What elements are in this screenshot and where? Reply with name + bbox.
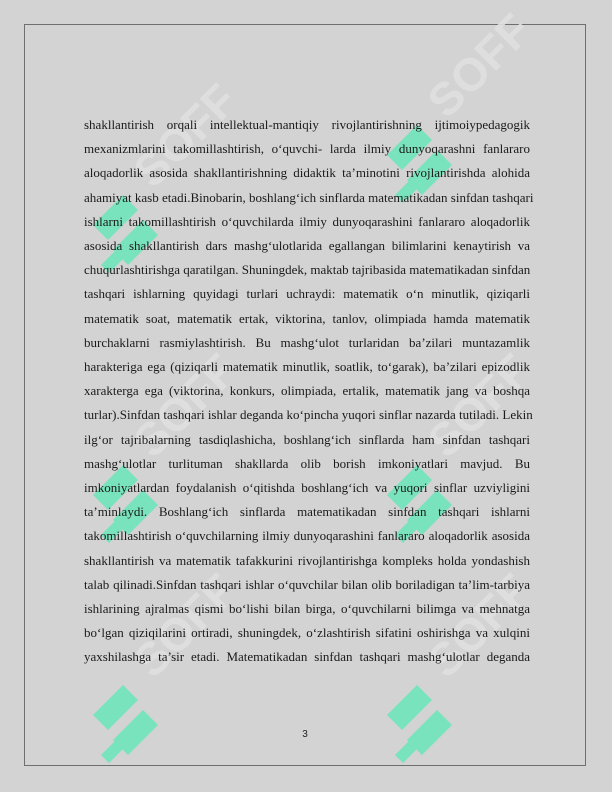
text-line: matematik soat, matematik ertak, viktorina, tanlov, olimpiada hamda matematik [84,310,530,326]
text-line: ishlarining ajralmas qismi bo‘lishi bilan birga, o‘quvchilarni bilimga va mehnatga [84,601,530,617]
text-line: ta’minlaydi. Boshlang‘ich sinflarda matematikadan sinfdan tashqari ishlarni [84,504,530,520]
body-paragraph [84,113,534,670]
text-line: imkoniyatlardan foydalanish o‘qitishda boshlang‘ich va yuqori sinflar uzviyligini [84,480,530,496]
text-line: xarakterga ega (viktorina, konkurs, olimpiada, ertalik, matematik jang va boshqa [84,383,530,399]
text-line: burchaklarni rasmiylashtirish. Bu mashg‘ulot turlaridan ba’zilari muntazamlik [84,334,530,350]
text-line: mashg‘ulotlar turlituman shakllarda olib borish imkoniyatlari mavjud. Bu [84,455,530,471]
text-line: ishlarni takomillashtirish o‘quvchilarda ilmiy dunyoqarashini fanlararo aloqadorlik [84,213,530,229]
svg-text:SOFF: SOFF [123,563,247,688]
text-line: turlar).Sinfdan tashqari ishlar deganda ko‘pincha yuqori sinflar nazarda tutiladi. Lekin [84,407,533,423]
text-line: asosida shakllantirish dars mashg‘ulotlarida egallangan bilimlarini kenaytirish va [84,238,530,254]
text-line: aloqadorlik asosida shakllantirishning didaktik ta’minotini rivojlantirishda alohida [84,165,530,181]
text-line: yaxshilashga ta’sir etadi. Matematikadan sinfdan tashqari mashg‘ulotlar deganda [84,649,530,665]
text-line: ilg‘or tajribalarning tasdiqlashicha, boshlang‘ich sinflarda ham sinfdan tashqari [84,431,530,447]
text-line: tashqari ishlarning quyidagi turlari uchraydi: matematik o‘n minutlik, qiziqarli [84,286,530,302]
text-line: harakteriga ega (qiziqarli matematik minutlik, soatlik, to‘garak), ba’zilari epizodlik [84,359,530,375]
svg-text:SOFF: SOFF [123,343,247,468]
svg-text:SOFF: SOFF [417,3,541,128]
page-number: 3 [302,729,308,740]
document-page [24,3,586,766]
svg-text:SOFF: SOFF [417,343,541,468]
text-line: talab qilinadi.Sinfdan tashqari ishlar o‘quvchilar bilan olib boriladigan ta’lim-tarbiya [84,576,530,592]
text-line: mexanizmlarini takomillashtirish, o‘quvchi- larda ilmiy dunyoqarashni fanlararo [84,141,530,157]
text-line: bo‘lgan qiziqilarini ortiradi, shuningdek, o‘zlashtirish sifatini oshirishga va xulqini [84,625,530,641]
svg-text:SOFF: SOFF [417,563,541,688]
text-line: shakllantirish va matematik tafakkurini rivojlantirishga kompleks holda yondashish [84,552,530,568]
svg-text:SOFF: SOFF [123,73,247,198]
text-line: shakllantirish orqali intellektual-mantiqiy rivojlantirishning ijtimoiypedagogik [84,117,530,132]
text-line: ahamiyat kasb etadi.Binobarin, boshlang‘ich sinflarda matematikadan sinfdan tashqari [84,189,534,205]
text-line: takomillashtirish o‘quvchilarning ilmiy dunyoqarashini fanlararo aloqadorlik asosida [84,528,530,544]
text-line: chuqurlashtirishga qaratilgan. Shuningdek, maktab tajribasida matematikadan sinfdan [84,262,531,278]
